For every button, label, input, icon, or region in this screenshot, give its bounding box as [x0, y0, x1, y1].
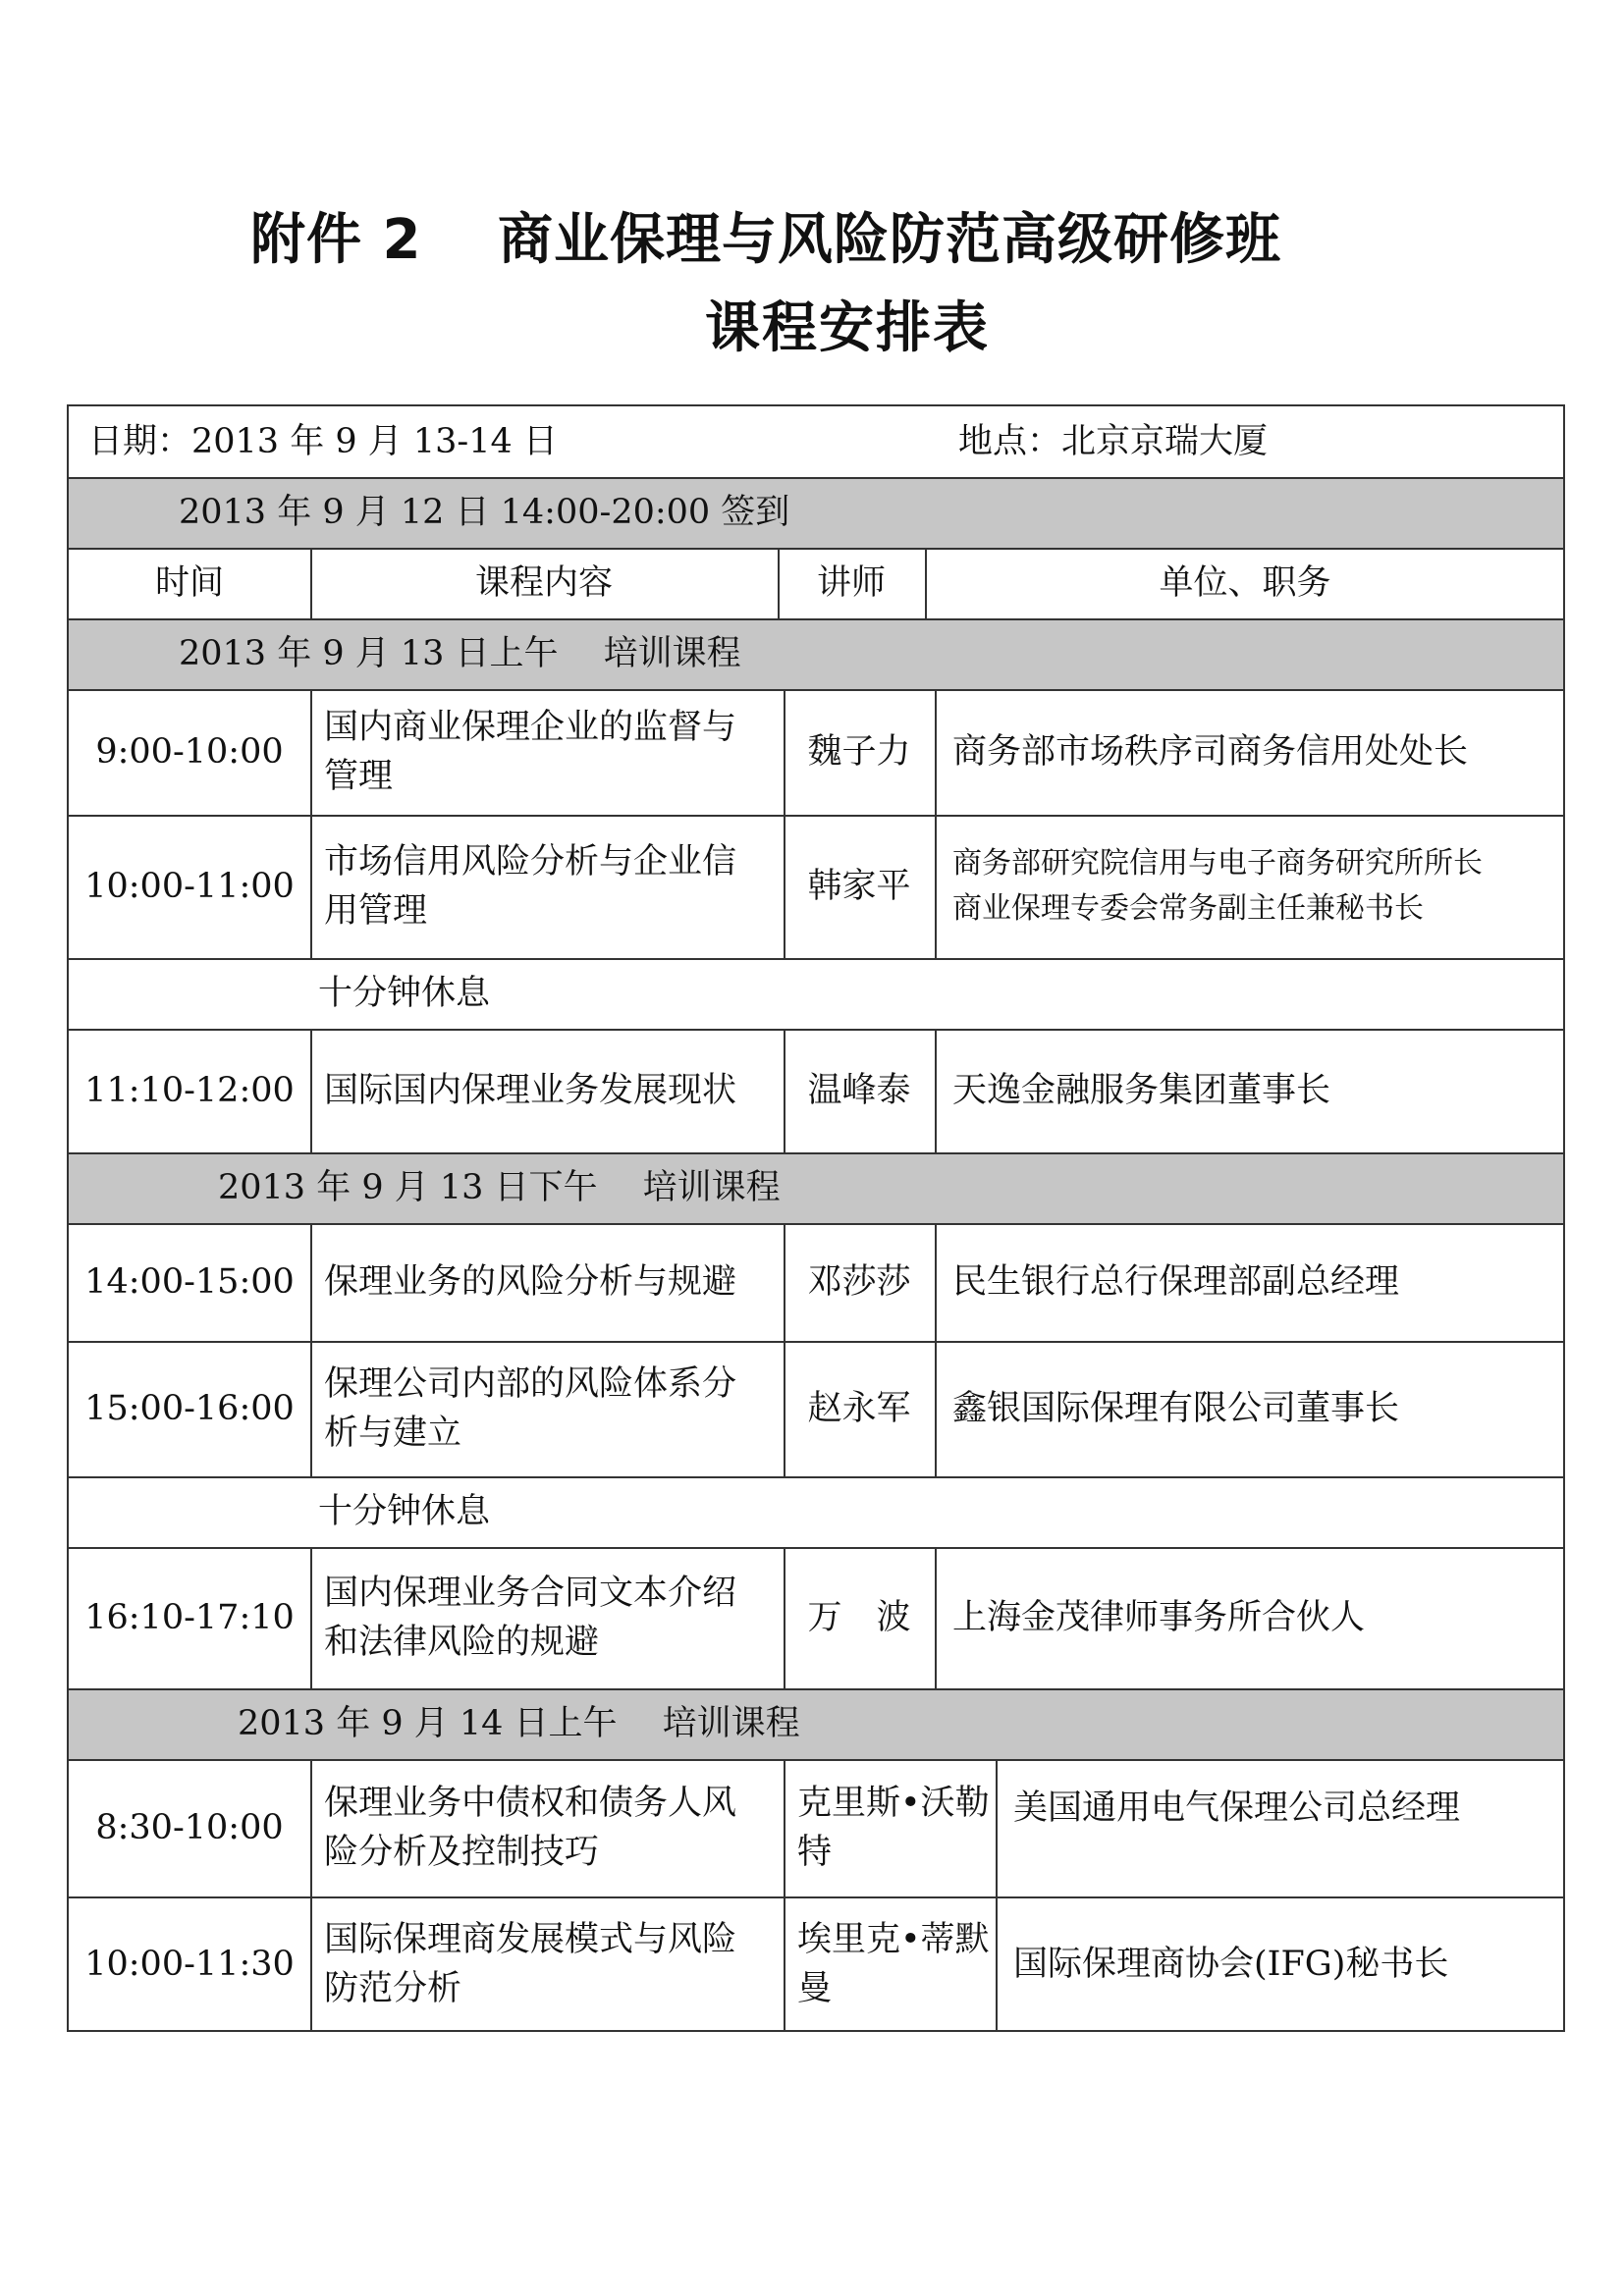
break-text: 十分钟休息 — [318, 1492, 491, 1531]
col-divider — [310, 689, 312, 958]
lecturer-cell: 魏子力 — [807, 732, 911, 772]
date-text: 日期：2013 年 9 月 13-14 日 — [88, 422, 558, 461]
section-label: 2013 年 9 月 14 日上午 培训课程 — [238, 1704, 800, 1743]
col-divider — [310, 1029, 312, 1152]
lecturer-cell: 埃里克•蒂默曼 — [797, 1920, 990, 2008]
place-text: 地点：北京京瑞大厦 — [958, 422, 1269, 461]
unit-cell: 民生银行总行保理部副总经理 — [952, 1262, 1400, 1302]
content-cell: 市场信用风险分析与企业信用管理 — [324, 842, 737, 931]
col-divider — [935, 1223, 937, 1476]
unit-cell: 鑫银国际保理有限公司董事长 — [952, 1389, 1400, 1428]
checkin-text: 2013 年 9 月 12 日 14:00-20:00 签到 — [179, 493, 790, 532]
unit-cell: 天逸金融服务集团董事长 — [952, 1071, 1331, 1110]
time-cell: 11:10-12:00 — [84, 1071, 295, 1110]
section-label: 2013 年 9 月 13 日下午 培训课程 — [218, 1168, 781, 1207]
time-cell: 14:00-15:00 — [84, 1262, 295, 1302]
break-text: 十分钟休息 — [318, 974, 491, 1013]
col-divider — [935, 1029, 937, 1152]
content-cell: 国内商业保理企业的监督与管理 — [324, 708, 737, 796]
col-divider — [310, 1759, 312, 2032]
time-cell: 10:00-11:30 — [84, 1945, 295, 1984]
header-unit: 单位、职务 — [1159, 563, 1331, 603]
content-cell: 国内保理业务合同文本介绍和法律风险的规避 — [324, 1574, 737, 1662]
time-cell: 16:10-17:10 — [84, 1598, 295, 1637]
lecturer-cell: 万 波 — [807, 1598, 911, 1637]
lecturer-cell: 温峰泰 — [807, 1071, 911, 1110]
lecturer-cell: 韩家平 — [807, 867, 911, 906]
col-divider — [310, 1223, 312, 1476]
col-divider — [310, 1547, 312, 1688]
unit-cell: 美国通用电气保理公司总经理 — [1013, 1789, 1461, 1828]
unit-line: 商业保理专委会常务副主任兼秘书长 — [952, 891, 1424, 926]
header-lecturer: 讲师 — [816, 563, 886, 603]
unit-cell: 商务部市场秩序司商务信用处处长 — [952, 732, 1469, 772]
unit-cell: 上海金茂律师事务所合伙人 — [952, 1598, 1366, 1637]
document-title-line1: 附件 2 商业保理与风险防范高级研修班 — [250, 208, 1281, 272]
content-cell: 保理公司内部的风险体系分析与建立 — [324, 1364, 737, 1453]
col-divider — [935, 1547, 937, 1688]
col-divider — [784, 1759, 785, 2032]
content-cell: 保理业务中债权和债务人风险分析及控制技巧 — [324, 1784, 737, 1872]
unit-line: 商务部研究院信用与电子商务研究所所长 — [952, 846, 1483, 881]
time-cell: 10:00-11:00 — [84, 867, 295, 906]
header-time: 时间 — [154, 563, 224, 603]
time-cell: 8:30-10:00 — [95, 1808, 284, 1847]
col-divider — [935, 689, 937, 958]
lecturer-cell: 赵永军 — [807, 1389, 911, 1428]
lecturer-cell: 克里斯•沃勒特 — [797, 1784, 990, 1872]
header-content: 课程内容 — [474, 563, 613, 603]
time-cell: 9:00-10:00 — [95, 732, 284, 772]
unit-cell: 国际保理商协会(IFG)秘书长 — [1013, 1945, 1449, 1984]
content-cell: 国际国内保理业务发展现状 — [324, 1071, 737, 1110]
section-label: 2013 年 9 月 13 日上午 培训课程 — [179, 634, 741, 673]
schedule-table — [67, 404, 1565, 2032]
col-divider — [996, 1759, 998, 2032]
content-cell: 国际保理商发展模式与风险防范分析 — [324, 1920, 737, 2008]
unit-cell — [952, 815, 1561, 958]
content-cell: 保理业务的风险分析与规避 — [324, 1262, 737, 1302]
time-cell: 15:00-16:00 — [84, 1389, 295, 1428]
document-title-line2: 课程安排表 — [705, 296, 990, 360]
lecturer-cell: 邓莎莎 — [807, 1262, 911, 1302]
